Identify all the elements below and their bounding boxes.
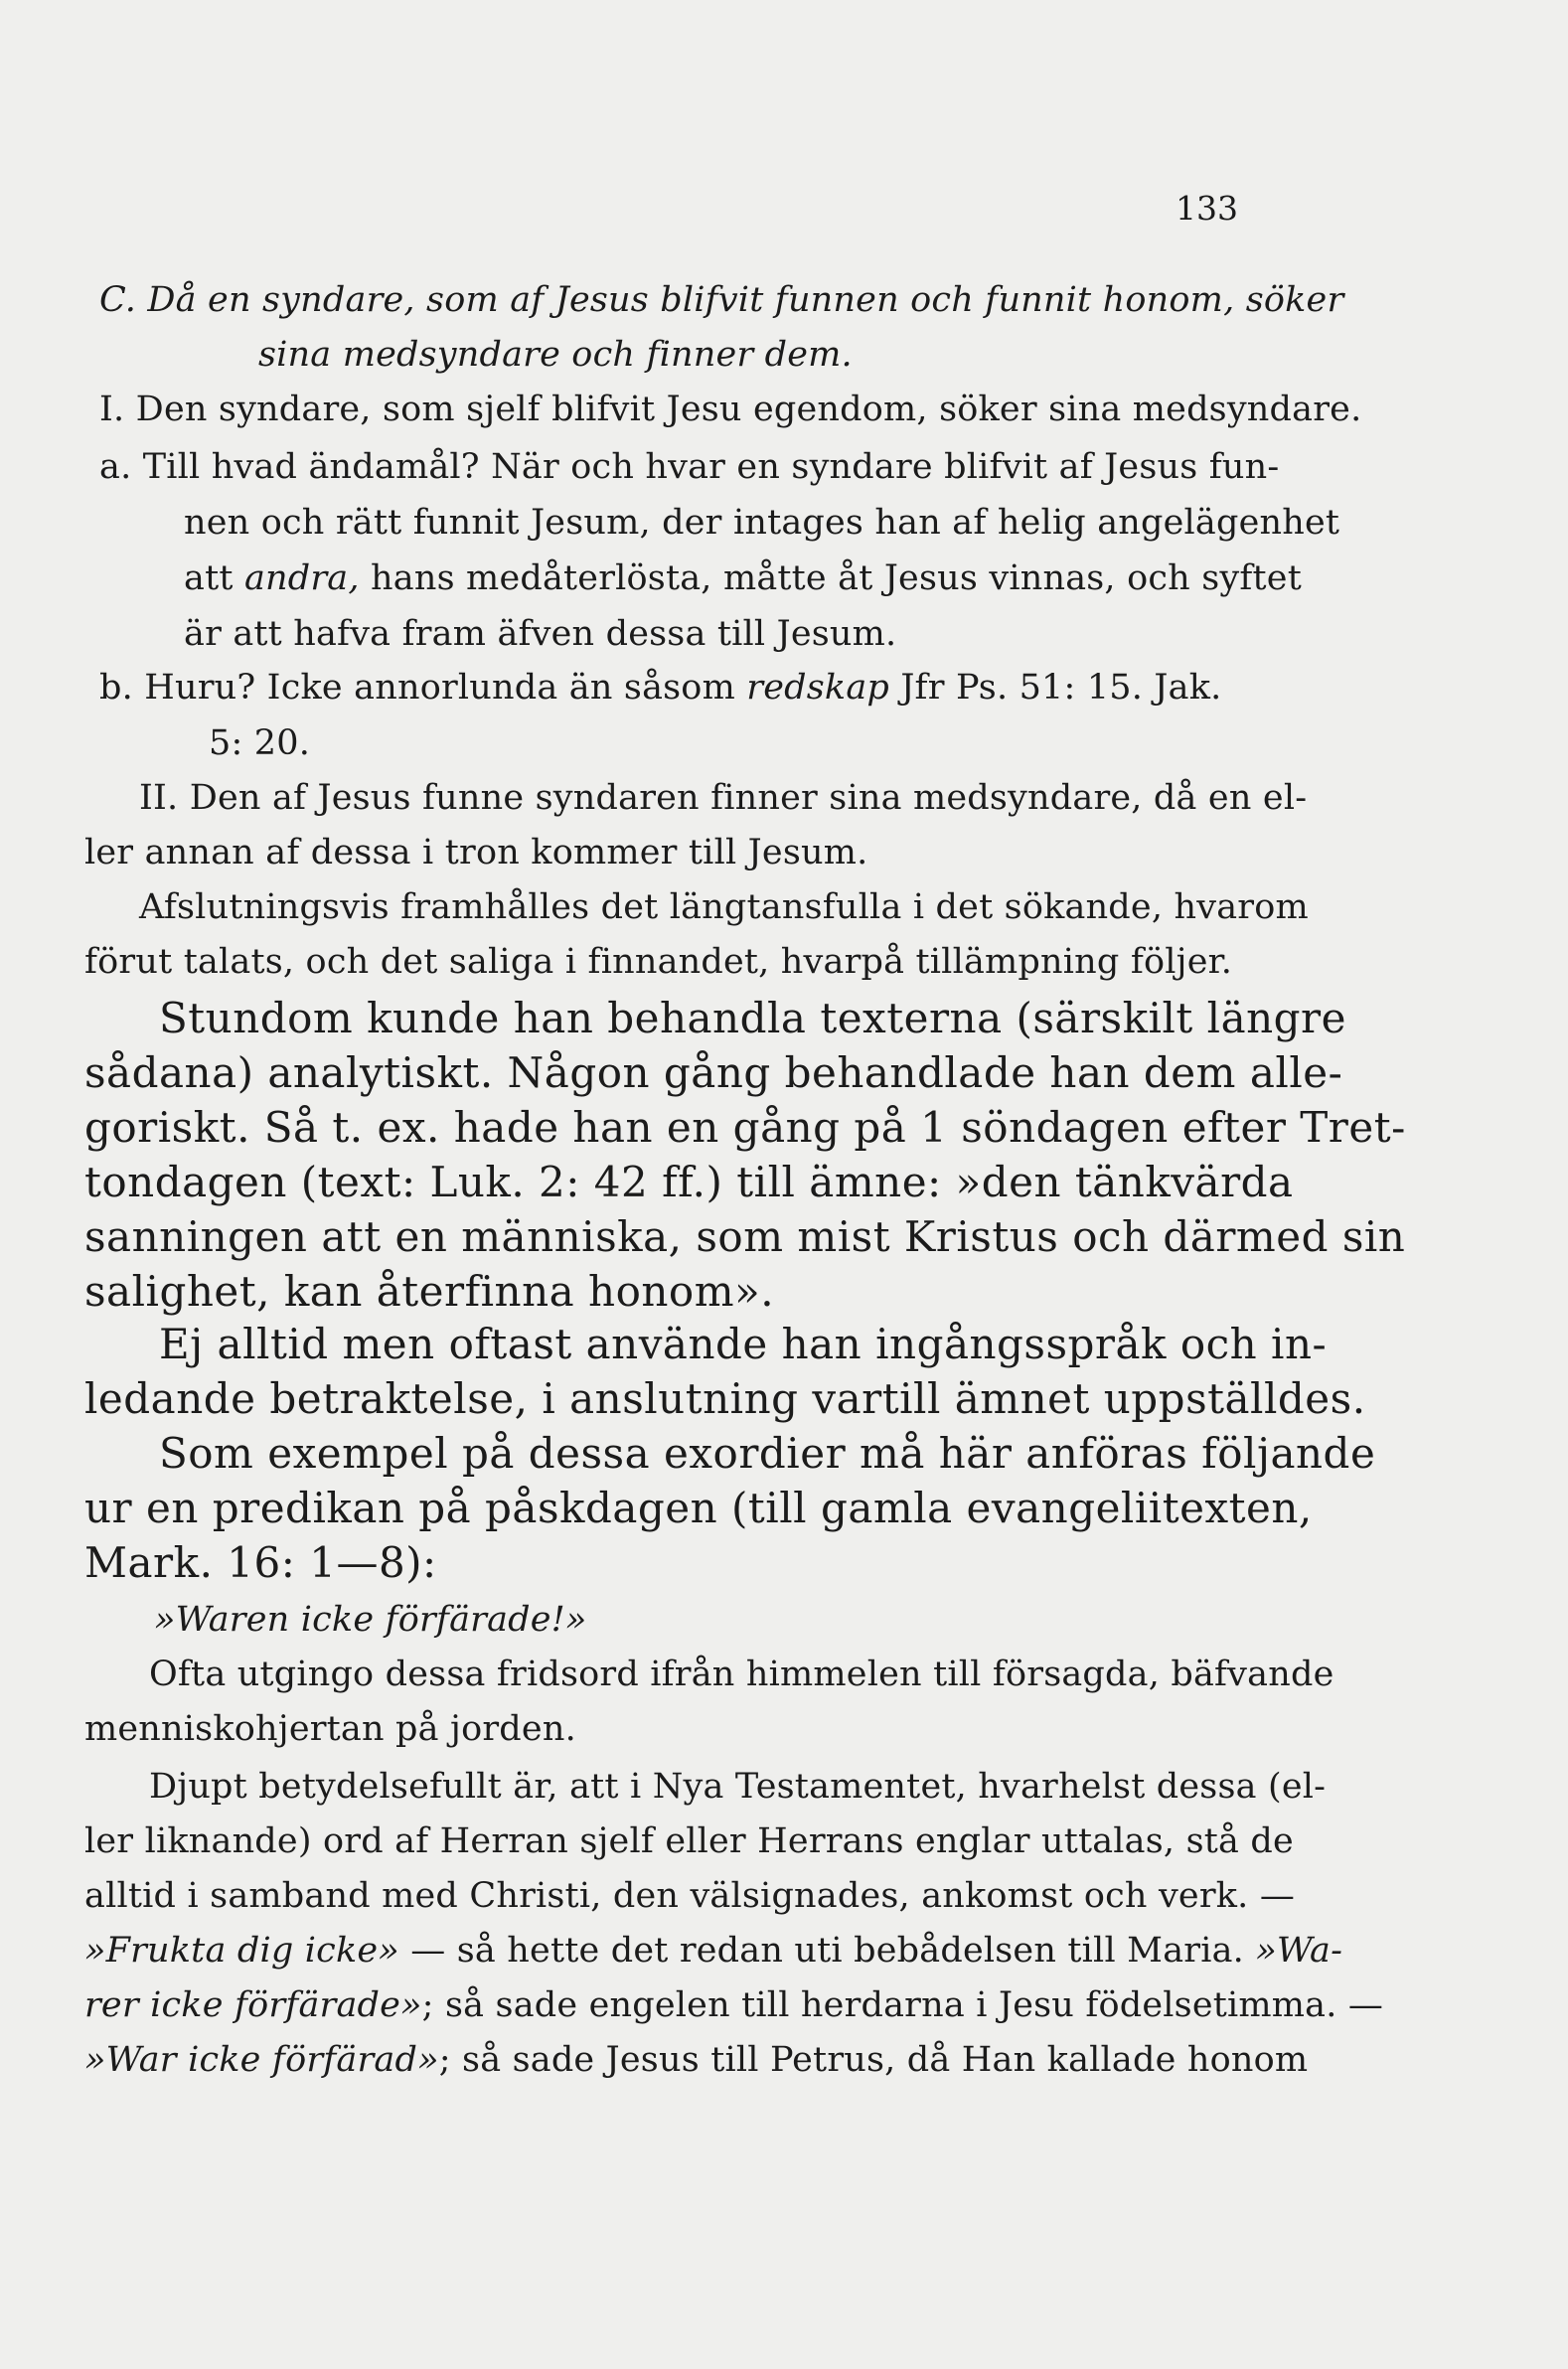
body-paragraph2-line2: ledande betraktelse, i anslutning vartill ämnet uppställdes. [84, 1374, 1366, 1423]
sermon-line3: Djupt betydelsefullt är, att i Nya Testamentet, hvarhelst dessa (el- [149, 1767, 1327, 1807]
outline-heading-c: C. Då en syndare, som af Jesus blifvit funnen och funnit honom, söker [99, 280, 1344, 320]
sermon-line5: alltid i samband med Christi, den välsignades, ankomst och verk. — [84, 1876, 1296, 1916]
emphasis-redskap: redskap [746, 668, 889, 708]
body-paragraph1-line6: salighet, kan återfinna honom». [84, 1267, 775, 1316]
text-run: att [184, 558, 244, 598]
sermon-line6 [84, 1931, 1342, 1971]
body-paragraph2-line4: ur en predikan på påskdagen (till gamla evangeliitexten, [84, 1484, 1313, 1532]
emphasis-andra: andra, [243, 558, 360, 598]
conclusion-line2: förut talats, och det saliga i finnandet, hvarpå tillämpning följer. [84, 942, 1233, 982]
body-paragraph1-line3: goriskt. Så t. ex. hade han en gång på 1 söndagen efter Tret- [84, 1103, 1406, 1152]
quote-waren-start: »Wa- [1255, 1931, 1343, 1971]
sermon-line2: menniskohjertan på jorden. [84, 1709, 576, 1749]
page-number: 133 [1176, 189, 1238, 228]
quote-frukta: »Frukta dig icke» [84, 1931, 399, 1971]
outline-point-i: I. Den syndare, som sjelf blifvit Jesu egendom, söker sina medsyndare. [99, 390, 1362, 429]
text-run: Jfr Ps. 51: 15. Jak. [889, 668, 1222, 708]
body-paragraph2-line3: Som exempel på dessa exordier må här anföras följande [159, 1429, 1376, 1478]
body-paragraph2-line1: Ej alltid men oftast använde han ingångsspråk och in- [159, 1320, 1328, 1368]
outline-heading-c-cont: sina medsyndare och finner dem. [258, 335, 853, 375]
outline-point-b [99, 668, 1221, 708]
quote-waren-end: rer icke förfärade» [84, 1985, 422, 2025]
quote-war: »War icke förfärad» [84, 2040, 439, 2080]
outline-point-a-line2: nen och rätt funnit Jesum, der intages han af helig angelägenhet [184, 503, 1340, 543]
text-run: ; så sade Jesus till Petrus, då Han kallade honom [438, 2040, 1309, 2080]
outline-point-a-line4: är att hafva fram äfven dessa till Jesum. [184, 614, 897, 654]
outline-point-a: a. Till hvad ändamål? När och hvar en syndare blifvit af Jesus fun- [99, 447, 1280, 487]
outline-point-a-line3 [184, 558, 1302, 598]
text-run: ; så sade engelen till herdarna i Jesu födelsetimma. — [421, 1985, 1384, 2025]
body-paragraph1-line5: sanningen att en människa, som mist Kristus och därmed sin [84, 1212, 1406, 1261]
body-paragraph2-line5: Mark. 16: 1—8): [84, 1538, 437, 1587]
body-paragraph1-line2: sådana) analytiskt. Någon gång behandlade han dem alle- [84, 1048, 1343, 1097]
text-run: hans medåterlösta, måtte åt Jesus vinnas, och syftet [359, 558, 1302, 598]
body-paragraph1-line4: tondagen (text: Luk. 2: 42 ff.) till ämne: »den tänkvärda [84, 1158, 1294, 1206]
sermon-line7 [84, 1985, 1383, 2025]
outline-point-ii-line2: ler annan af dessa i tron kommer till Jesum. [84, 833, 868, 872]
conclusion-line1: Afslutningsvis framhålles det längtansfulla i det sökande, hvarom [139, 887, 1309, 927]
text-run: — så hette det redan uti bebådelsen till Maria. [398, 1931, 1256, 1971]
outline-point-ii: II. Den af Jesus funne syndaren finner sina medsyndare, då en el- [139, 778, 1308, 818]
sermon-title: »Waren icke förfärade!» [154, 1600, 587, 1640]
outline-point-b-line2: 5: 20. [209, 723, 311, 763]
body-paragraph1-line1: Stundom kunde han behandla texterna (särskilt längre [159, 994, 1346, 1042]
sermon-line1: Ofta utgingo dessa fridsord ifrån himmelen till försagda, bäfvande [149, 1655, 1334, 1694]
sermon-line8 [84, 2040, 1308, 2080]
sermon-line4: ler liknande) ord af Herran sjelf eller Herrans englar uttalas, stå de [84, 1821, 1294, 1861]
text-run: b. Huru? Icke annorlunda än såsom [99, 668, 747, 708]
